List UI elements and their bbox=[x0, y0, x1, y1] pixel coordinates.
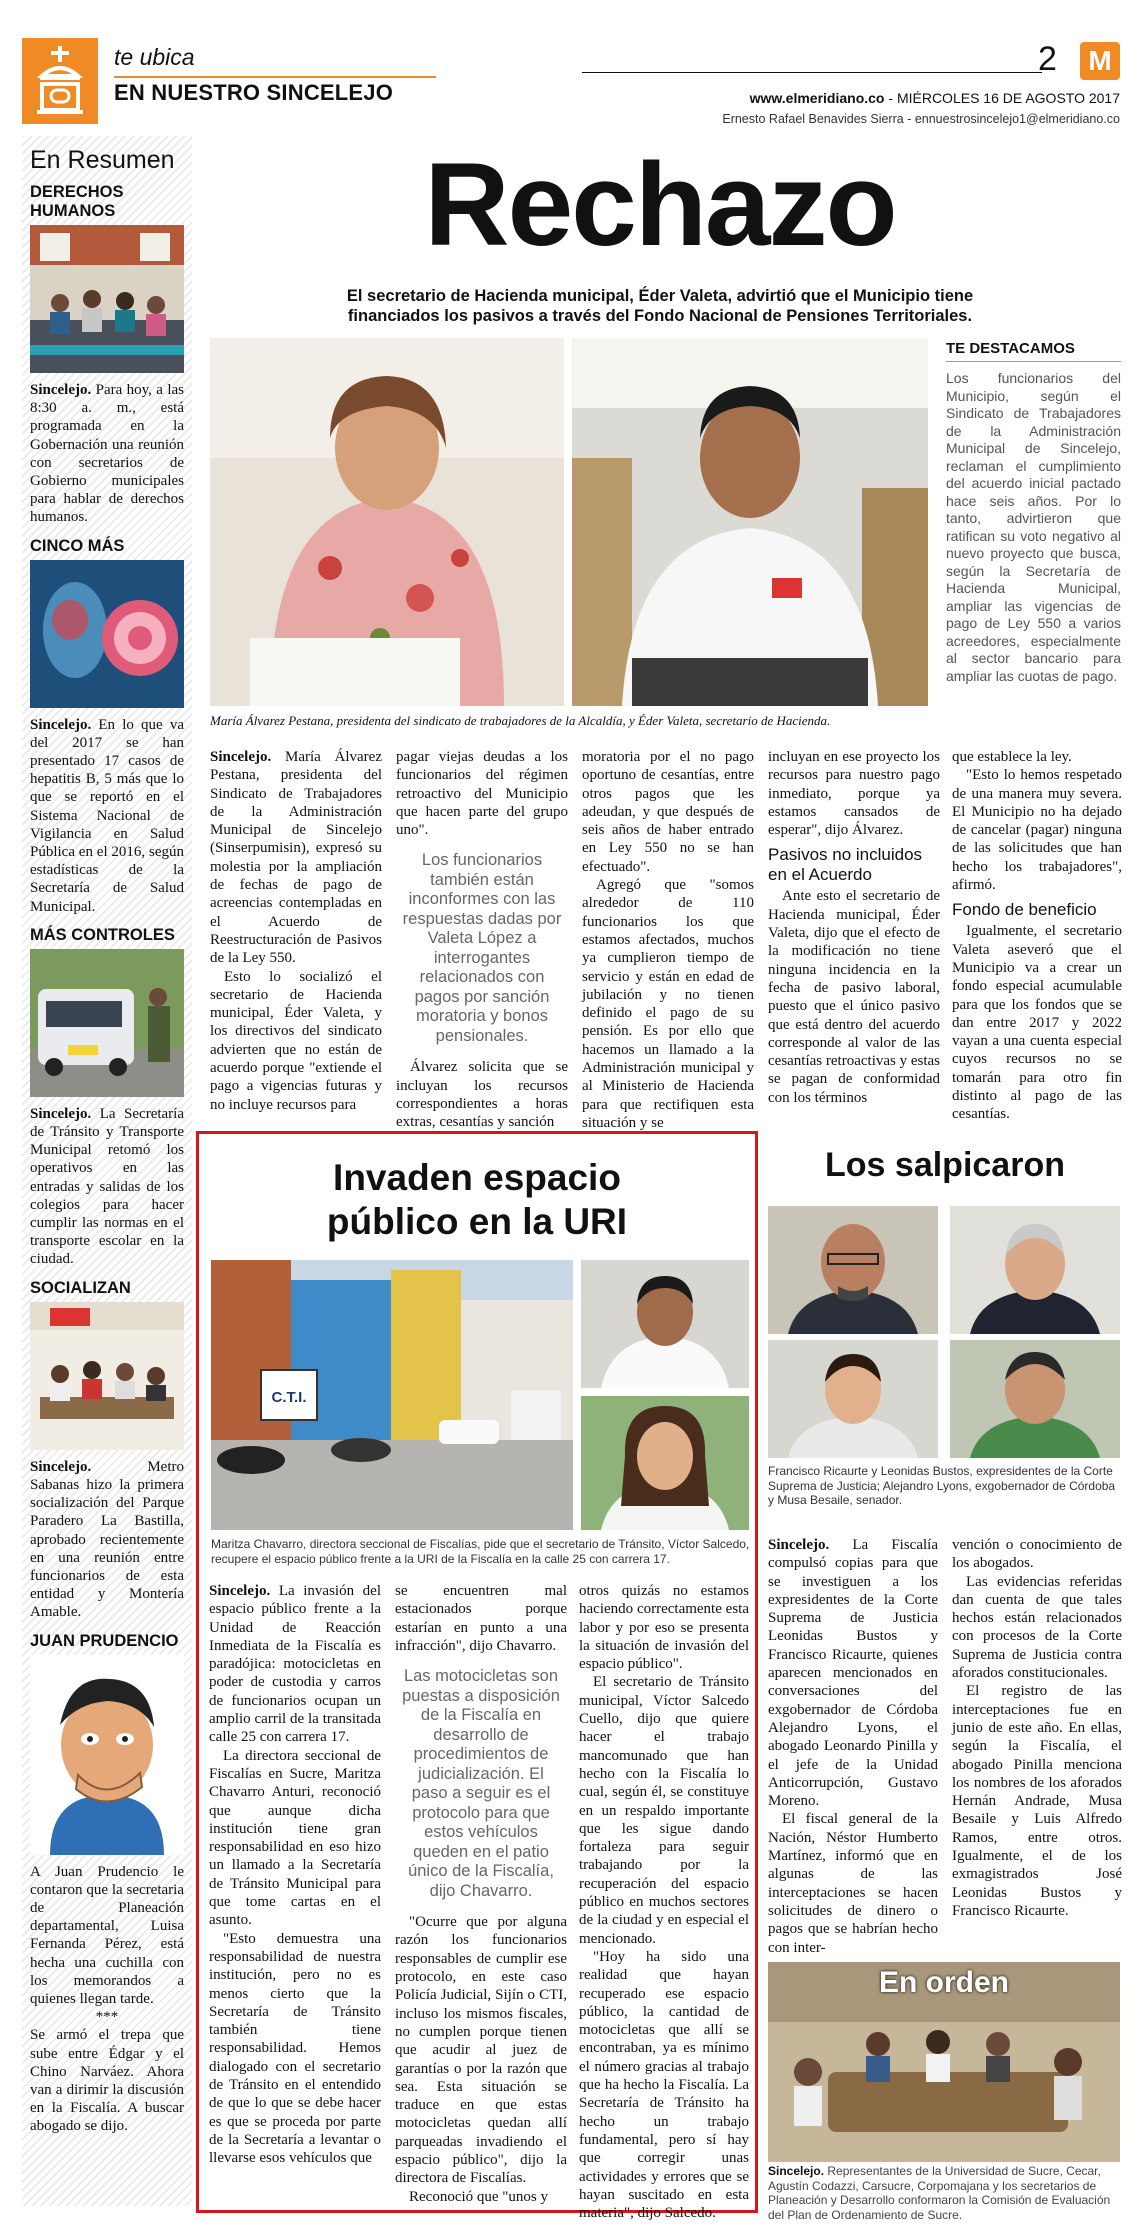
brief-heading: DERECHOS HUMANOS bbox=[30, 183, 124, 220]
lead-paragraph: La invasión del espacio público frente a la Unidad de Reacción Inmediata de la Fiscalía es paradójica: motocicletas en poder de custodia y carros de funcionarios ocupan un amplio carril de la transitada calle 25 con carrera 17. bbox=[209, 1583, 381, 1746]
issue-date: - MIÉRCOLES 16 DE AGOSTO 2017 bbox=[884, 90, 1120, 106]
brief-dateline: Sincelejo. bbox=[30, 382, 92, 398]
section-title: EN NUESTRO SINCELEJO bbox=[114, 80, 394, 105]
body-paragraph: Álvarez solicita que se incluyan los recursos correspondientes a horas extras, cesantías y sanción bbox=[396, 1059, 568, 1131]
brief-heading: MÁS CONTROLES bbox=[30, 925, 175, 944]
invaden-column-3 bbox=[579, 1582, 749, 2222]
salpicaron-photo-caption: Francisco Ricaurte y Leonidas Bustos, expresidentes de la Corte Suprema de Justicia; Alejandro Lyons, exgobernador de Córdoba y Musa Besaile, senador. bbox=[768, 1464, 1116, 1507]
headline-line: público en la URI bbox=[326, 1201, 628, 1242]
lead-paragraph: María Álvarez Pestana, presidenta del Sindicato de Trabajadores de la Administración Municipal de Sincelejo (Sinserpumisin), expresó su molestia por la ampliación de fechas de pago de acreencias contempladas en el Acuerdo de Reestructuración de Pasivos de la Ley 550. bbox=[210, 749, 382, 967]
dateline-lead: Sincelejo. bbox=[768, 1537, 830, 1553]
photo-musa-besaile bbox=[950, 1340, 1120, 1458]
photo-alejandro-lyons bbox=[768, 1340, 938, 1458]
lead-column-3 bbox=[582, 748, 754, 1132]
brief-text: Para hoy, a las 8:30 a. m., está programada en la Gobernación una reunión con secretarios de Gobierno municipales para hablar de derechos humanos. bbox=[30, 382, 184, 526]
body-paragraph: El secretario de Tránsito municipal, Víctor Salcedo Cuello, dijo que quiere hacer el trabajo mancomunado que han hecho con la Fiscalía lo cual, según él, se constituye en un respaldo importante que les sigue dando fortaleza para seguir trabajando por la recuperación del espacio público en muchos sectores de la ciudad y en especial el mencionado. bbox=[579, 1674, 749, 1947]
salpicaron-column-1 bbox=[768, 1536, 938, 1957]
body-paragraph: Ante esto el secretario de Hacienda municipal, Éder Valeta, dijo que el efecto de la modificación no tiene ninguna incidencia en la fecha de pasivo laboral, puesto que el único pasivo que está dentro del acuerdo corresponde al valor de las cesantías retroactivas y estas se pagan de conformidad con los términos bbox=[768, 888, 941, 1106]
te-destacamos-box bbox=[946, 340, 1121, 685]
photo-leonidas-bustos bbox=[950, 1206, 1120, 1334]
lead-column-4 bbox=[768, 748, 940, 1107]
caption-text: Representantes de la Universidad de Sucre, Cecar, Agustín Codazzi, Carsucre, Corpomajana y los secretarios de Planeación y Desarrollo conformaron la Comisión de Evaluación del Plan de Ordenamiento de Sucre. bbox=[768, 2164, 1111, 2222]
body-paragraph: se encuentren mal estacionados porque estarían en punto a una infracción", dijo Chavarro. bbox=[395, 1583, 567, 1654]
invaden-photo-caption: Maritza Chavarro, directora seccional de Fiscalías, pide que el secretario de Tránsito, Víctor Salcedo, recupere el espacio público frente a la URI de la Fiscalía en la calle 25 con carrera 17. bbox=[211, 1537, 750, 1566]
section-rule bbox=[114, 76, 436, 78]
section-kicker: te ubica bbox=[114, 44, 195, 70]
brief-heading: CINCO MÁS bbox=[30, 536, 125, 555]
brief-socializan bbox=[30, 1279, 184, 1622]
photo-meeting-room bbox=[30, 225, 184, 373]
body-paragraph: incluyan en ese proyecto los recursos para nuestro pago inmediato, porque ya estamos cansados de esperar", dijo Álvarez. bbox=[768, 749, 940, 839]
body-paragraph: "Esto lo hemos respetado de una manera muy severa. El Municipio no ha dejado de cancelar (pagar) ninguna de las solicitudes que han hecho los trabajadores", afirmó. bbox=[952, 767, 1122, 894]
pull-quote: Las motocicletas son puestas a disposición de la Fiscalía en desarrollo de procedimientos de judicialización. El paso a seguir es el protocolo para que estos vehículos queden en el patio único de la Fiscalía, dijo Chavarro. bbox=[402, 1667, 560, 1900]
en-orden-title: En orden bbox=[878, 1966, 1009, 1999]
photo-francisco-ricaurte bbox=[768, 1206, 938, 1334]
body-paragraph: Igualmente, el secretario Valeta aseveró que el Municipio va a crear un fondo especial acumulable para que los fondos que se dan entre 2017 y 2022 vayan a una cuenta especial cuyos recursos no se tomarán para otro fin distinto al pago de las cesantías. bbox=[952, 923, 1122, 1123]
brief-dateline: Sincelejo. bbox=[30, 1458, 92, 1475]
body-paragraph: Esto lo socializó el secretario de Hacienda municipal, Éder Valeta, y los directivos del sindicato advierten que no están de acuerdo porque "extiende el pago a vigencias futuras y no incluye recursos para bbox=[210, 968, 382, 1113]
body-paragraph: "Hoy ha sido una realidad que hayan recuperado ese espacio público, la cantidad de motocicletas que allí se encontraban, ya es mínimo el número gracias al trabajo que ha hecho la Fiscalía. La Secretaría de Tránsito ha hecho un trabajo fundamental, pero sí hay que corregir unas actividades y errores que se hayan suscitado en esta materia", dijo Salcedo. bbox=[579, 1948, 749, 2222]
invaden-column-1 bbox=[209, 1582, 381, 2168]
author-line: Ernesto Rafael Benavides Sierra - ennuestrosincelejo1@elmeridiano.co bbox=[722, 112, 1120, 126]
lead-paragraph: La Fiscalía compulsó copias para que se investiguen a los expresidentes de la Corte Suprema de Justicia Leonidas Bustos y Francisco Ricaurte, quienes aparecen mencionados en conversaciones del exgobernador de Córdoba Alejandro Lyons, el abogado Leonardo Pinilla y el jefe de la Unidad Anticorrupción, Gustavo Moreno. bbox=[768, 1537, 938, 1810]
brief-text: A Juan Prudencio le contaron que la secretaria de Planeación departamental, Luisa Fernanda Pérez, está hecha una cuchilla con los memorandos a quienes llegan tarde. bbox=[30, 1863, 184, 2007]
brief-heading: SOCIALIZAN bbox=[30, 1278, 131, 1297]
lead-column-5 bbox=[952, 748, 1122, 1124]
sidebar-heading: En Resumen bbox=[30, 146, 175, 174]
page-number: 2 bbox=[1038, 40, 1057, 78]
body-paragraph: vención o conocimiento de los abogados. bbox=[952, 1537, 1122, 1572]
body-paragraph: pagar viejas deudas a los funcionarios del régimen retroactivo del Municipio que hacen parte del grupo uno". bbox=[396, 749, 568, 839]
church-icon bbox=[22, 38, 98, 124]
invaden-story-box bbox=[196, 1131, 758, 2222]
photo-school-van bbox=[30, 949, 184, 1097]
brief-dateline: Sincelejo. bbox=[30, 1105, 92, 1122]
photo-uri-street bbox=[211, 1260, 573, 1530]
salpicaron-column-2 bbox=[952, 1536, 1122, 1920]
brief-cinco-mas bbox=[30, 537, 184, 916]
main-deck: El secretario de Hacienda municipal, Éder Valeta, advirtió que el Municipio tiene financiados los pasivos a través del Fondo Nacional de Pensiones Territoriales. bbox=[346, 287, 974, 325]
subheading: Fondo de beneficio bbox=[952, 900, 1097, 920]
body-paragraph: que establece la ley. bbox=[952, 749, 1072, 765]
salpicaron-headline: Los salpicaron bbox=[825, 1146, 1065, 1184]
brief-text: Metro Sabanas hizo la primera socialización del Parque Paradero La Bastilla, aprobado recientemente en una reunión entre funcionarios de esta entidad y Montería Amable. bbox=[30, 1458, 184, 1621]
photo-caption: María Álvarez Pestana, presidenta del sindicato de trabajadores de la Alcaldía, y Éder Valeta, secretario de Hacienda. bbox=[210, 713, 831, 728]
masthead bbox=[22, 38, 1122, 130]
dateline-lead: Sincelejo. bbox=[768, 2164, 825, 2178]
brief-text-2: Se armó el trepa que sube entre Édgar y el Chino Narváez. Ahora van a dirimir la discusión en la Fiscalía. A buscar abogado se dijo. bbox=[30, 2027, 184, 2135]
photo-maria-alvarez-pestana bbox=[210, 338, 564, 706]
brief-mas-controles bbox=[30, 926, 184, 1269]
photo-maritza-chavarro bbox=[581, 1396, 749, 1530]
subheading: Pasivos no incluidos en el Acuerdo bbox=[768, 845, 923, 885]
website-link[interactable]: www.elmeridiano.co bbox=[749, 90, 885, 106]
brief-juan-prudencio bbox=[30, 1632, 184, 2136]
photo-victor-salcedo bbox=[581, 1260, 749, 1388]
lead-column-1 bbox=[210, 748, 382, 1114]
headline-line: Invaden espacio bbox=[333, 1157, 621, 1198]
photo-metro-sabanas-meeting bbox=[30, 1302, 184, 1450]
body-paragraph: El registro de las interceptaciones fue en junio de este año. En ellas, según la Fiscalía, el abogado Pinilla menciona los nombres de los aforados Hernán Andrade, Musa Besaile y Luis Alfredo Ramos, entre otros. Igualmente, el de los exmagistrados José Leonidas Bustos y Francisco Ricaurte. bbox=[952, 1683, 1122, 1919]
brief-separator: *** bbox=[95, 2009, 119, 2026]
te-destacamos-text: Los funcionarios del Municipio, según el Sindicato de Trabajadores de la Administración Municipal de Sincelejo, reclaman el cumplimiento del acuerdo inicial pactado hace seis años. Por lo tanto, advirtieron que ratifican su voto negativo al nuevo proyecto que busca, según la Secretaría de Hacienda Municipal, ampliar las vigencias de pago de Ley 550 a varios acreedores, especialmente al sector bancario para ampliar las cuotas de pago. bbox=[946, 370, 1121, 684]
invaden-column-2 bbox=[395, 1582, 567, 2206]
body-paragraph: "Esto demuestra una responsabilidad de nuestra institución, pero no es menos cierto que la Secretaría de Tránsito también tiene responsabilidad. Hemos dialogado con el secretario de Tránsito en el entendido de que lo que se debe hacer es que se proceda por parte de la Secretaría a levantar o llevarse esos vehículos que bbox=[209, 1930, 381, 2167]
juan-prudencio-cartoon bbox=[30, 1655, 184, 1855]
photo-eder-valeta bbox=[572, 338, 928, 706]
body-paragraph: "Ocurre que por alguna razón los funcionarios responsables de cumplir ese protocolo, en este caso Policía Judicial, Sijín o CTI, incluso los mismos fiscales, no cumplen porque tienen que acudir al juez de garantías o por la razón que sea. Esta situación se traduce en que estas motocicletas quedan allí parqueadas invadiendo el espacio público", dijo la directora de Fiscalías. bbox=[395, 1914, 567, 2187]
body-paragraph: Reconoció que "unos y bbox=[409, 2188, 549, 2205]
brief-text: En lo que va del 2017 se han presentado 17 casos de hepatitis B, 5 más que lo que se reportó en el Sistema Nacional de Vigilancia en Salud Pública en el 2016, según estadísticas de la Secretaría de Salud Municipal. bbox=[30, 716, 184, 915]
dateline-lead: Sincelejo. bbox=[210, 749, 272, 765]
brand-logo: M bbox=[1080, 42, 1120, 80]
sidebar-en-resumen bbox=[22, 136, 192, 2206]
photo-en-orden-meeting bbox=[768, 1962, 1120, 2162]
brief-text: La Secretaría de Tránsito y Transporte Municipal retomó los operativos en las entradas y salidas de los colegios para hacer cumplir las normas en el transporte escolar en la ciudad. bbox=[30, 1105, 184, 1268]
brief-dateline: Sincelejo. bbox=[30, 716, 92, 733]
en-orden-caption bbox=[768, 2164, 1120, 2222]
lead-column-2 bbox=[396, 748, 568, 1132]
body-paragraph: Agregó que "somos alrededor de 110 funcionarios los que estamos afectados, muchos ya cumplieron tiempo de servicio y están en edad de jubilación y no tienen definido el pago de su pensión. Es por ello que hacemos un llamado a la Administración municipal y al Ministerio de Hacienda para que rectifiquen esta situación y se bbox=[582, 877, 754, 1131]
pull-quote: Los funcionarios también están inconformes con las respuestas dadas por Valeta López a interrogantes relacionados con pagos por sanción moratoria y bonos pensionales. bbox=[402, 851, 562, 1045]
invaden-headline bbox=[199, 1156, 755, 1244]
dateline bbox=[642, 90, 1120, 106]
body-paragraph: La directora seccional de Fiscalías en Sucre, Maritza Chavarro Anturi, reconoció que aunque dicha institución tiene gran responsabilidad en eso hizo un llamado a la Secretaría de Tránsito Municipal para que tome cartas en el asunto. bbox=[209, 1747, 381, 1929]
brief-derechos-humanos bbox=[30, 183, 184, 527]
body-paragraph: El fiscal general de la Nación, Néstor Humberto Martínez, informó que en algunas de las interceptaciones se hacen solicitudes de dinero o pagos que se habrían hecho con inter- bbox=[768, 1811, 938, 1956]
body-paragraph: otros quizás no estamos haciendo correctamente esta labor y por eso se presenta la situación de invasión del espacio público". bbox=[579, 1583, 749, 1673]
body-paragraph: Las evidencias referidas dan cuenta de que tales hechos están relacionados con procesos de la Corte Suprema de Justicia contra aforados constitucionales. bbox=[952, 1573, 1122, 1682]
photo-virus-illustration bbox=[30, 560, 184, 708]
brief-heading: JUAN PRUDENCIO bbox=[30, 1631, 179, 1650]
top-rule bbox=[582, 72, 1042, 73]
cti-sign-text: C.T.I. bbox=[271, 1389, 307, 1406]
main-headline: Rechazo bbox=[424, 139, 896, 271]
dateline-lead: Sincelejo. bbox=[209, 1583, 271, 1599]
body-paragraph: moratoria por el no pago oportuno de cesantías, entre otros pagos que les adeudan, y que después de seis años de haber entrado en Ley 550 no se han efectuado". bbox=[582, 749, 754, 875]
te-destacamos-heading: TE DESTACAMOS bbox=[946, 340, 1121, 362]
